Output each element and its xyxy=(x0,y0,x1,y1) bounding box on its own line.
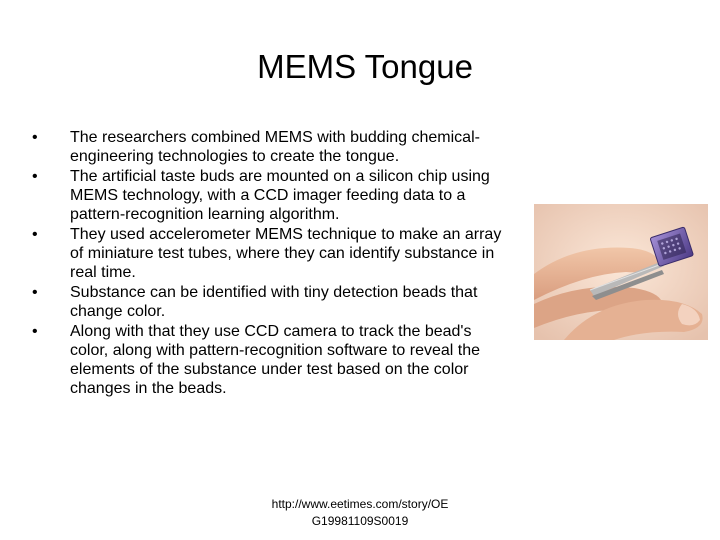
bullet-item xyxy=(32,128,510,166)
source-link-line-2: G19981109S0019 xyxy=(311,514,409,528)
source-link-line-1: http://www.eetimes.com/story/OE xyxy=(271,497,449,511)
bullet-dot-icon: • xyxy=(32,226,38,243)
bullet-item xyxy=(32,167,510,224)
bullet-dot-icon: • xyxy=(32,284,38,301)
bullet-item xyxy=(32,322,510,398)
bullet-dot-icon: • xyxy=(32,129,38,146)
source-link[interactable] xyxy=(240,496,480,530)
bullet-text: The researchers combined MEMS with budding chemical-engineering technologies to create the tongue. xyxy=(70,129,480,165)
bullet-text: Substance can be identified with tiny detection beads that change color. xyxy=(70,284,478,320)
bullet-list xyxy=(32,128,510,399)
hand-with-chip-image xyxy=(534,204,708,340)
bullet-item xyxy=(32,283,510,321)
bullet-dot-icon: • xyxy=(32,168,38,185)
slide-title: MEMS Tongue xyxy=(257,48,473,85)
bullet-text: The artificial taste buds are mounted on a silicon chip using MEMS technology, with a CCD imager feeding data to a pattern-recognition learning algorithm. xyxy=(70,168,490,223)
bullet-item xyxy=(32,225,510,282)
bullet-dot-icon: • xyxy=(32,323,38,340)
bullet-text: They used accelerometer MEMS technique to make an array of miniature test tubes, where they can identify substance in real time. xyxy=(70,226,502,281)
bullet-text: Along with that they use CCD camera to track the bead's color, along with pattern-recognition software to reveal the elements of the substance under test based on the color changes in the beads. xyxy=(70,323,481,397)
tongue-chip-photo xyxy=(534,204,708,340)
